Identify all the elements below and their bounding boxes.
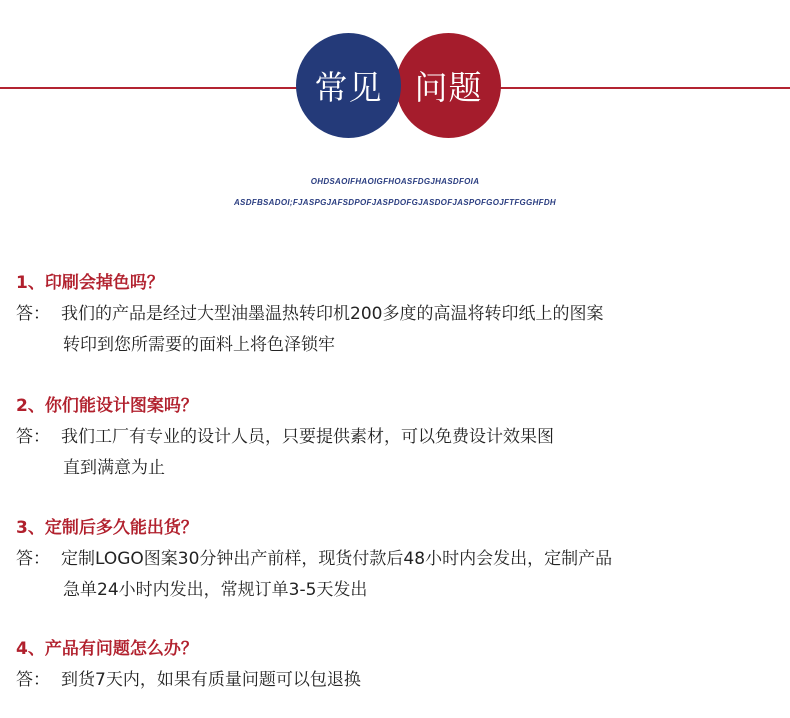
header-circle-right: 问题 [396, 33, 501, 138]
faq-answer [16, 665, 786, 696]
faq-answer [16, 544, 786, 606]
answer-line: 定制LOGO图案30分钟出产前样，现货付款后48小时内会发出，定制产品 [61, 549, 613, 569]
header-subtitle-line1: OHDSAOIFHAOIGFHOASFDGJHASDFOIA [310, 177, 480, 186]
header-subtitle-line2: ASDFBSADOI;FJASPGJAFSDPOFJASPDOFGJASDOFJASPOFGOJFTFGGHFDH [233, 198, 557, 207]
header-circle-left: 常见 [296, 33, 401, 138]
answer-prefix: 答： [16, 549, 50, 569]
faq-item-2 [16, 394, 786, 484]
faq-question: 4、产品有问题怎么办？ [16, 639, 198, 659]
answer-line: 到货7天内，如果有质量问题可以包退换 [61, 670, 361, 690]
answer-prefix: 答： [16, 427, 50, 447]
answer-line: 直到满意为止 [63, 458, 165, 478]
faq-item-1 [16, 271, 786, 361]
answer-prefix: 答： [16, 670, 50, 690]
faq-question: 3、定制后多久能出货？ [16, 518, 198, 538]
faq-item-4 [16, 637, 786, 696]
faq-answer [16, 299, 786, 361]
answer-line: 急单24小时内发出，常规订单3-5天发出 [63, 580, 368, 600]
answer-prefix: 答： [16, 304, 50, 324]
faq-item-3 [16, 516, 786, 606]
answer-line: 我们的产品是经过大型油墨温热转印机200多度的高温将转印纸上的图案 [61, 304, 604, 324]
answer-line: 转印到您所需要的面料上将色泽锁牢 [63, 335, 335, 355]
faq-question: 2、你们能设计图案吗？ [16, 396, 198, 416]
answer-line: 我们工厂有专业的设计人员，只要提供素材，可以免费设计效果图 [61, 427, 554, 447]
faq-answer [16, 422, 786, 484]
faq-question: 1、印刷会掉色吗？ [16, 273, 164, 293]
